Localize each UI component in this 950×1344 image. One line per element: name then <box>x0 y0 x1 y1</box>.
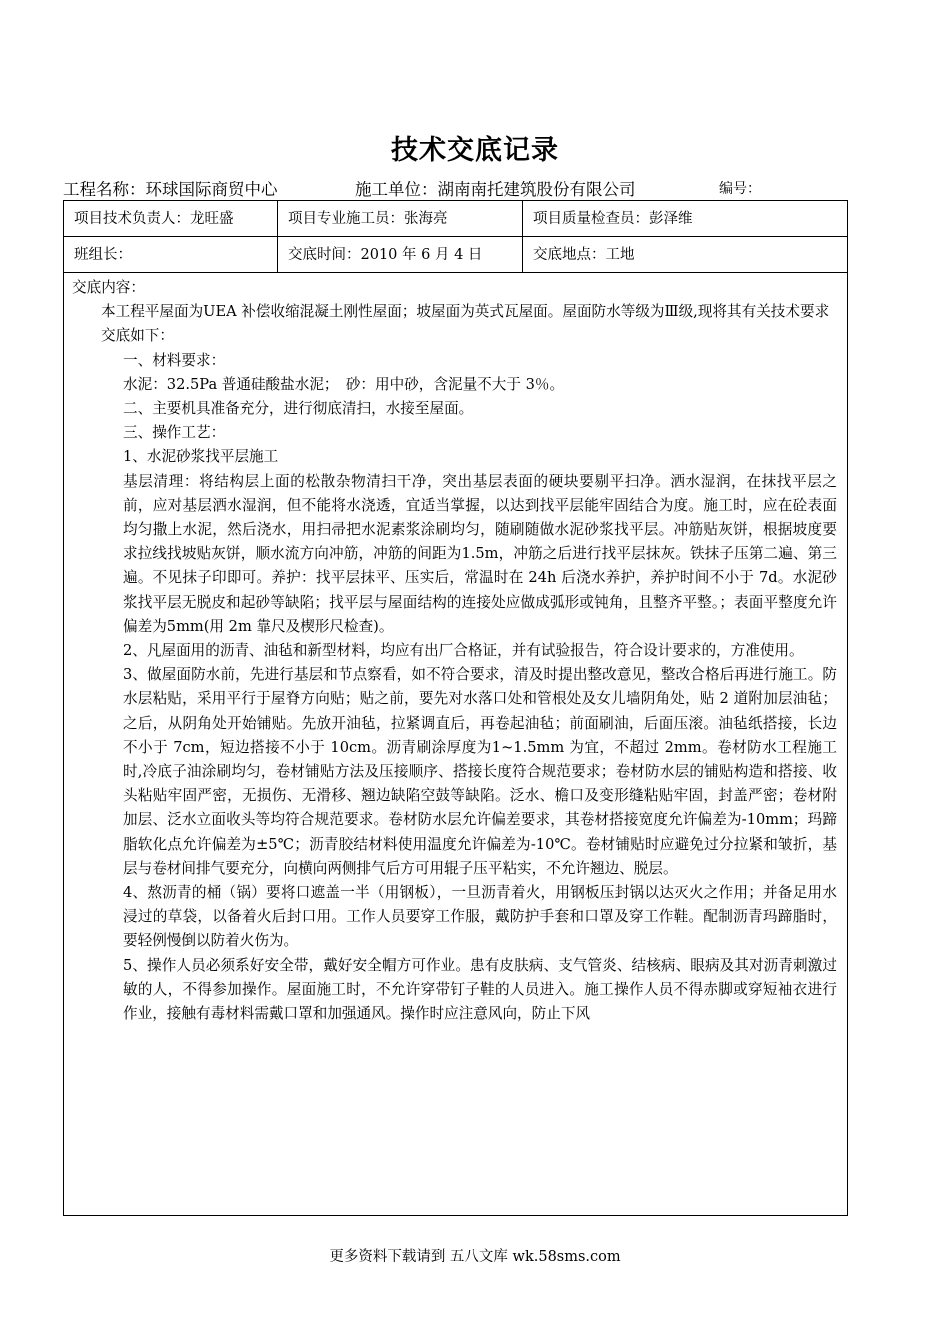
document-title: 技术交底记录 <box>391 135 559 166</box>
section-materials: 一、材料要求： <box>123 351 226 369</box>
step-1-title: 1、水泥砂浆找平层施工 <box>123 448 279 466</box>
step-4: 4、熬沥青的桶（锅）要将口遮盖一半（用钢板），一旦沥青着火，用钢板压封锅以达灭火之作用；并备足用水浸过的草袋，以备着火后封口用。工作人员要穿工作服，戴防护手套和口罩及穿工作鞋。配制沥青玛蹄脂时，要轻例慢倒以防着火伤为。 <box>123 884 837 950</box>
materials-text: 水泥：32.5Pa 普通硅酸盐水泥； 砂：用中砂，含泥量不大于 3％。 <box>123 375 565 393</box>
construction-unit: 施工单位：湖南南托建筑股份有限公司 <box>355 180 636 199</box>
handover-time-cell: 交底时间：2010 年 6 月 4 日 <box>278 237 523 272</box>
step-1-body: 基层清理：将结构层上面的松散杂物清扫干净，突出基层表面的硬块要剔平扫净。洒水湿润，在抹找平层之前，应对基层洒水湿润，但不能将水浇透，宜适当掌握，以达到找平层能牢固结合为度。施工时，应在砼表面均匀撒上水泥，然后浇水，用扫帚把水泥素浆涂刷均匀，随刷随做水泥砂浆找平层。冲筋贴灰饼，根据坡度要求拉线找坡贴灰饼，顺水流方向冲筋，冲筋的间距为1.5m，冲筋之后进行找平层抹灰。铁抹子压第二遍、第三遍。不见抹子印即可。养护：找平层抹平、压实后，常温时在 24h 后浇水养护，养护时间不小于 7d。水泥砂浆找平层无脱皮和起砂等缺陷；找平层与屋面结构的连接处应做成弧形或钝角，且整齐平整。；表面平整度允许偏差为5mm(用 2m 靠尺及楔形尺检查)。 <box>123 472 837 635</box>
footer-note: 更多资料下载请到 五八文库 wk.58sms.com <box>329 1249 621 1265</box>
record-table <box>63 200 848 1216</box>
worker-cell: 项目专业施工员：张海亮 <box>278 201 523 236</box>
section-process: 三、操作工艺： <box>123 424 226 442</box>
team-lead-cell: 班组长： <box>64 237 278 272</box>
document-number-label: 编号： <box>719 181 761 197</box>
handover-place-cell: 交底地点：工地 <box>533 247 635 263</box>
intro-paragraph: 本工程平屋面为UEA 补偿收缩混凝土刚性屋面；坡屋面为英式瓦屋面。屋面防水等级为Ⅲ级,现将其有关技术要求交底如下： <box>101 303 830 345</box>
section-tools: 二、主要机具准备充分，进行彻底清扫，水接至屋面。 <box>123 400 474 418</box>
tech-lead-cell: 项目技术负责人：龙旺盛 <box>64 201 278 236</box>
step-3: 3、做屋面防水前，先进行基层和节点察看，如不符合要求，清及时提出整改意见，整改合格后再进行施工。防水层粘贴，采用平行于屋脊方向贴；贴之前，要先对水落口处和管根处及女儿墙阴角处，贴 2 道附加层油毡；之后，从阴角处开始铺贴。先放开油毡，拉紧调直后，再卷起油毡；前面刷油，后面压滚。油毡纸搭接，长边不小于 7cm，短边搭接不小于 10cm。沥青刷涂厚度为1~1.5mm 为宜，不超过 2mm。卷材防水工程施工时,冷底子油涂刷均匀，卷材铺贴方法及压接顺序、搭接长度符合规范要求；卷材防水层的铺贴构造和搭接、收头粘贴牢固严密，无损伤、无滑移、翘边缺陷空鼓等缺陷。泛水、檐口及变形缝粘贴牢固，封盖严密；卷材附加层、泛水立面收头等均符合规范要求。卷材防水层允许偏差要求，其卷材搭接宽度允许偏差为-10mm；玛蹄脂软化点允许偏差为±5℃；沥青胶结材料使用温度允许偏差为-10℃。卷材铺贴时应避免过分拉紧和皱折，基层与卷材间排气要充分，向横向两侧排气后方可用辊子压平粘实，不允许翘边、脱层。 <box>123 666 837 877</box>
project-info-line <box>63 176 863 200</box>
table-row <box>64 237 847 273</box>
content-heading: 交底内容： <box>72 279 145 296</box>
inspector-cell: 项目质量检查员：彭泽维 <box>533 211 693 227</box>
table-row <box>64 201 847 237</box>
project-name: 工程名称：环球国际商贸中心 <box>63 180 278 199</box>
step-5: 5、操作人员必须系好安全带，戴好安全帽方可作业。患有皮肤病、支气管炎、结核病、眼病及其对沥青刺激过敏的人，不得参加操作。屋面施工时，不允许穿带钉子鞋的人员进入。施工操作人员不得赤脚或穿短袖衣进行作业，接触有毒材料需戴口罩和加强通风。操作时应注意风向，防止下风 <box>123 956 837 1023</box>
handover-content <box>64 273 847 1026</box>
step-2: 2、凡屋面用的沥青、油毡和新型材料，均应有出厂合格证，并有试验报告，符合设计要求的，方准使用。 <box>123 642 804 660</box>
